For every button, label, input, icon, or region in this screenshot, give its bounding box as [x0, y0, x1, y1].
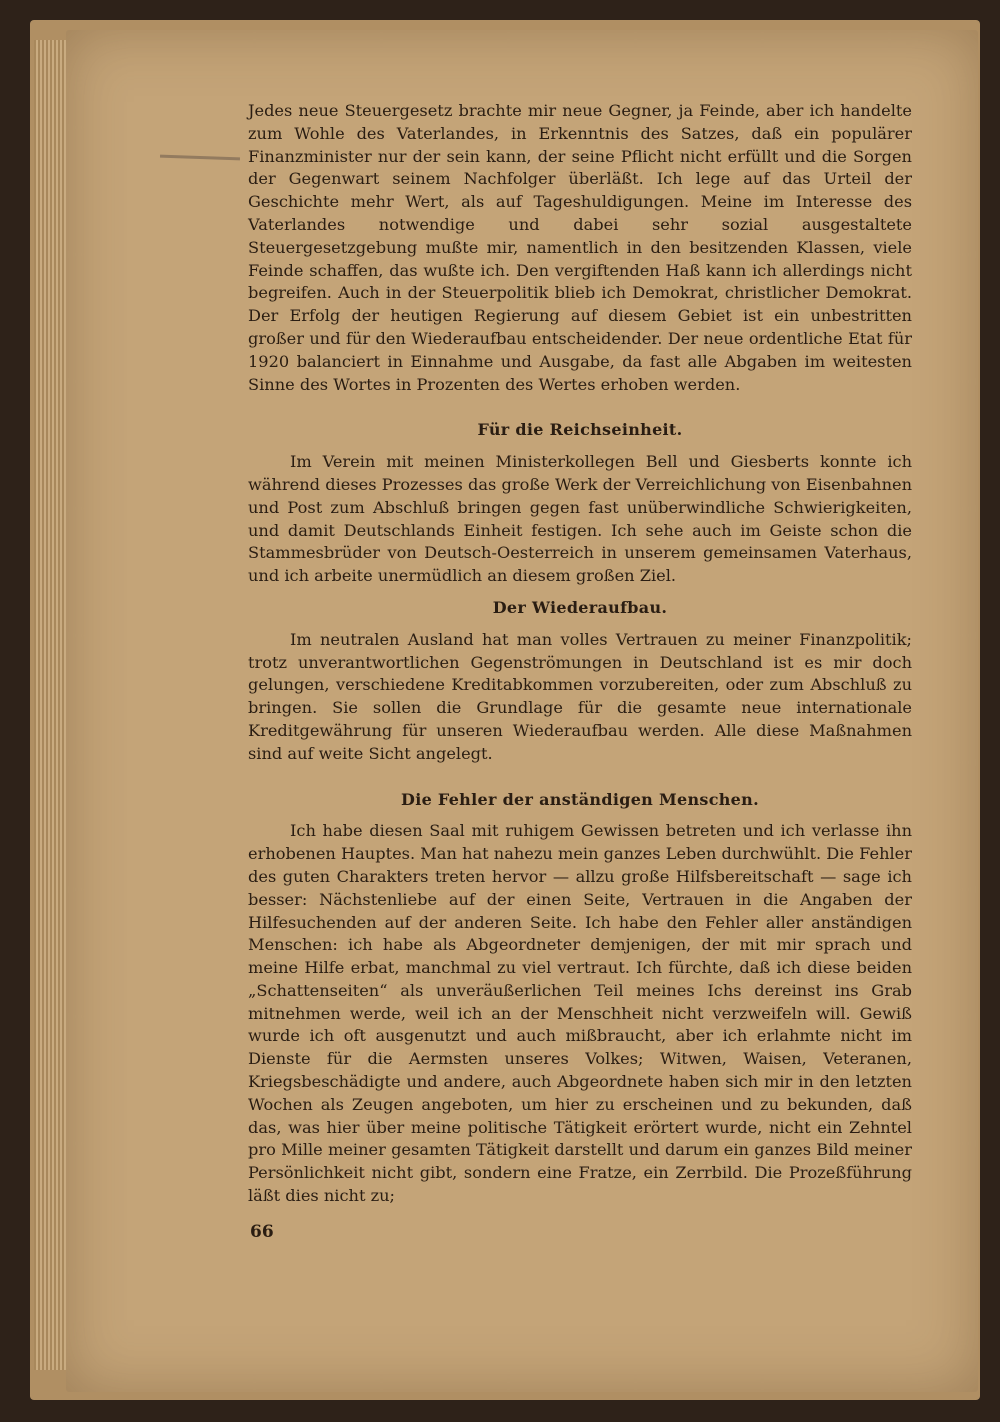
- section-heading-reichseinheit: Für die Reichseinheit.: [477, 420, 683, 440]
- paragraph-tax-policy: Jedes neue Steuergesetz brachte mir neue Gegner, ja Feinde, aber ich handelte zum Wohle des Vaterlandes, in Erkenntnis des Satzes, daß ein populärer Finanzminister nur der sein kann, der seine Pflicht nicht erfüllt und die Sorgen der Gegenwart seinem Nachfolger überläßt. Ich lege auf das Urteil der Geschichte mehr Wert, als auf Tageshuldigungen. Meine im Interesse des Vaterlandes notwendige und dabei sehr sozial ausgestaltete Steuergesetzgebung mußte mir, namentlich in den besitzenden Klassen, viele Feinde schaffen, das wußte ich. Den vergiftenden Haß kann ich allerdings nicht begreifen. Auch in der Steuerpolitik blieb ich Demokrat, christlicher Demokrat. Der Erfolg der heutigen Regierung auf diesem Gebiet ist ein unbestritten großer und für den Wiederaufbau entscheidender. Der neue ordentliche Etat für 1920 balanciert in Einnahme und Ausgabe, da fast alle Abgaben im weitesten Sinne des Wortes in Prozenten des Wertes erhoben werden.: [248, 101, 912, 394]
- paragraph-fehler: Ich habe diesen Saal mit ruhigem Gewissen betreten und ich verlasse ihn erhobenen Hauptes. Man hat nahezu mein ganzes Leben durchwühlt. Die Fehler des guten Charakters treten hervor — allzu große Hilfsbereitschaft — sage ich besser: Nächstenliebe auf der einen Seite, Vertrauen in die Angaben der Hilfesuchenden auf der anderen Seite. Ich habe den Fehler aller anständigen Menschen: ich habe als Abgeordneter demjenigen, der mit mir sprach und meine Hilfe erbat, manchmal zu viel vertraut. Ich fürchte, daß ich diese beiden „Schattenseiten“ als unveräußerlichen Teil meines Ichs dereinst ins Grab mitnehmen werde, weil ich an der Menschheit nicht verzweifeln will. Gewiß wurde ich oft ausgenutzt und auch mißbraucht, aber ich erlahmte nicht im Dienste für die Aermsten unseres Volkes; Witwen, Waisen, Veteranen, Kriegsbeschädigte und andere, auch Abgeordnete haben sich mir in den letzten Wochen als Zeugen angeboten, um hier zu erscheinen und zu bekunden, daß das, was hier über meine politische Tätigkeit erörtert wurde, nicht ein Zehntel pro Mille meiner gesamten Tätigkeit darstellt und darum ein ganzes Bild meiner Persönlichkeit nicht gibt, sondern eine Fratze, ein Zerrbild. Die Prozeßführung läßt dies nicht zu;: [248, 821, 912, 1206]
- page-number: 66: [250, 1222, 274, 1242]
- paragraph-wiederaufbau: Im neutralen Ausland hat man volles Vertrauen zu meiner Finanzpolitik; trotz unverantwortlichen Gegenströmungen in Deutschland ist es mir doch gelungen, verschiedene Kreditabkommen vorzubereiten, oder zum Abschluß zu bringen. Sie sollen die Grundlage für die gesamte neue internationale Kreditgewährung für unseren Wiederaufbau werden. Alle diese Maßnahmen sind auf weite Sicht angelegt.: [248, 629, 912, 763]
- paragraph-reichseinheit: Im Verein mit meinen Ministerkollegen Bell und Giesberts konnte ich während dieses Prozesses das große Werk der Verreichlichung von Eisenbahnen und Post zum Abschluß bringen gegen fast unüberwindliche Schwierigkeiten, und damit Deutschlands Einheit festigen. Ich sehe auch im Geiste schon die Stammesbrüder von Deutsch-Oesterreich in unserem gemeinsamen Vaterhaus, und ich arbeite unermüdlich an diesem großen Ziel.: [248, 452, 912, 586]
- section-heading-wiederaufbau: Der Wiederaufbau.: [492, 597, 668, 617]
- page-text-block: [248, 100, 912, 1208]
- page-stack-edge: [34, 40, 66, 1370]
- section-heading-fehler: Die Fehler der anständigen Menschen.: [401, 789, 759, 809]
